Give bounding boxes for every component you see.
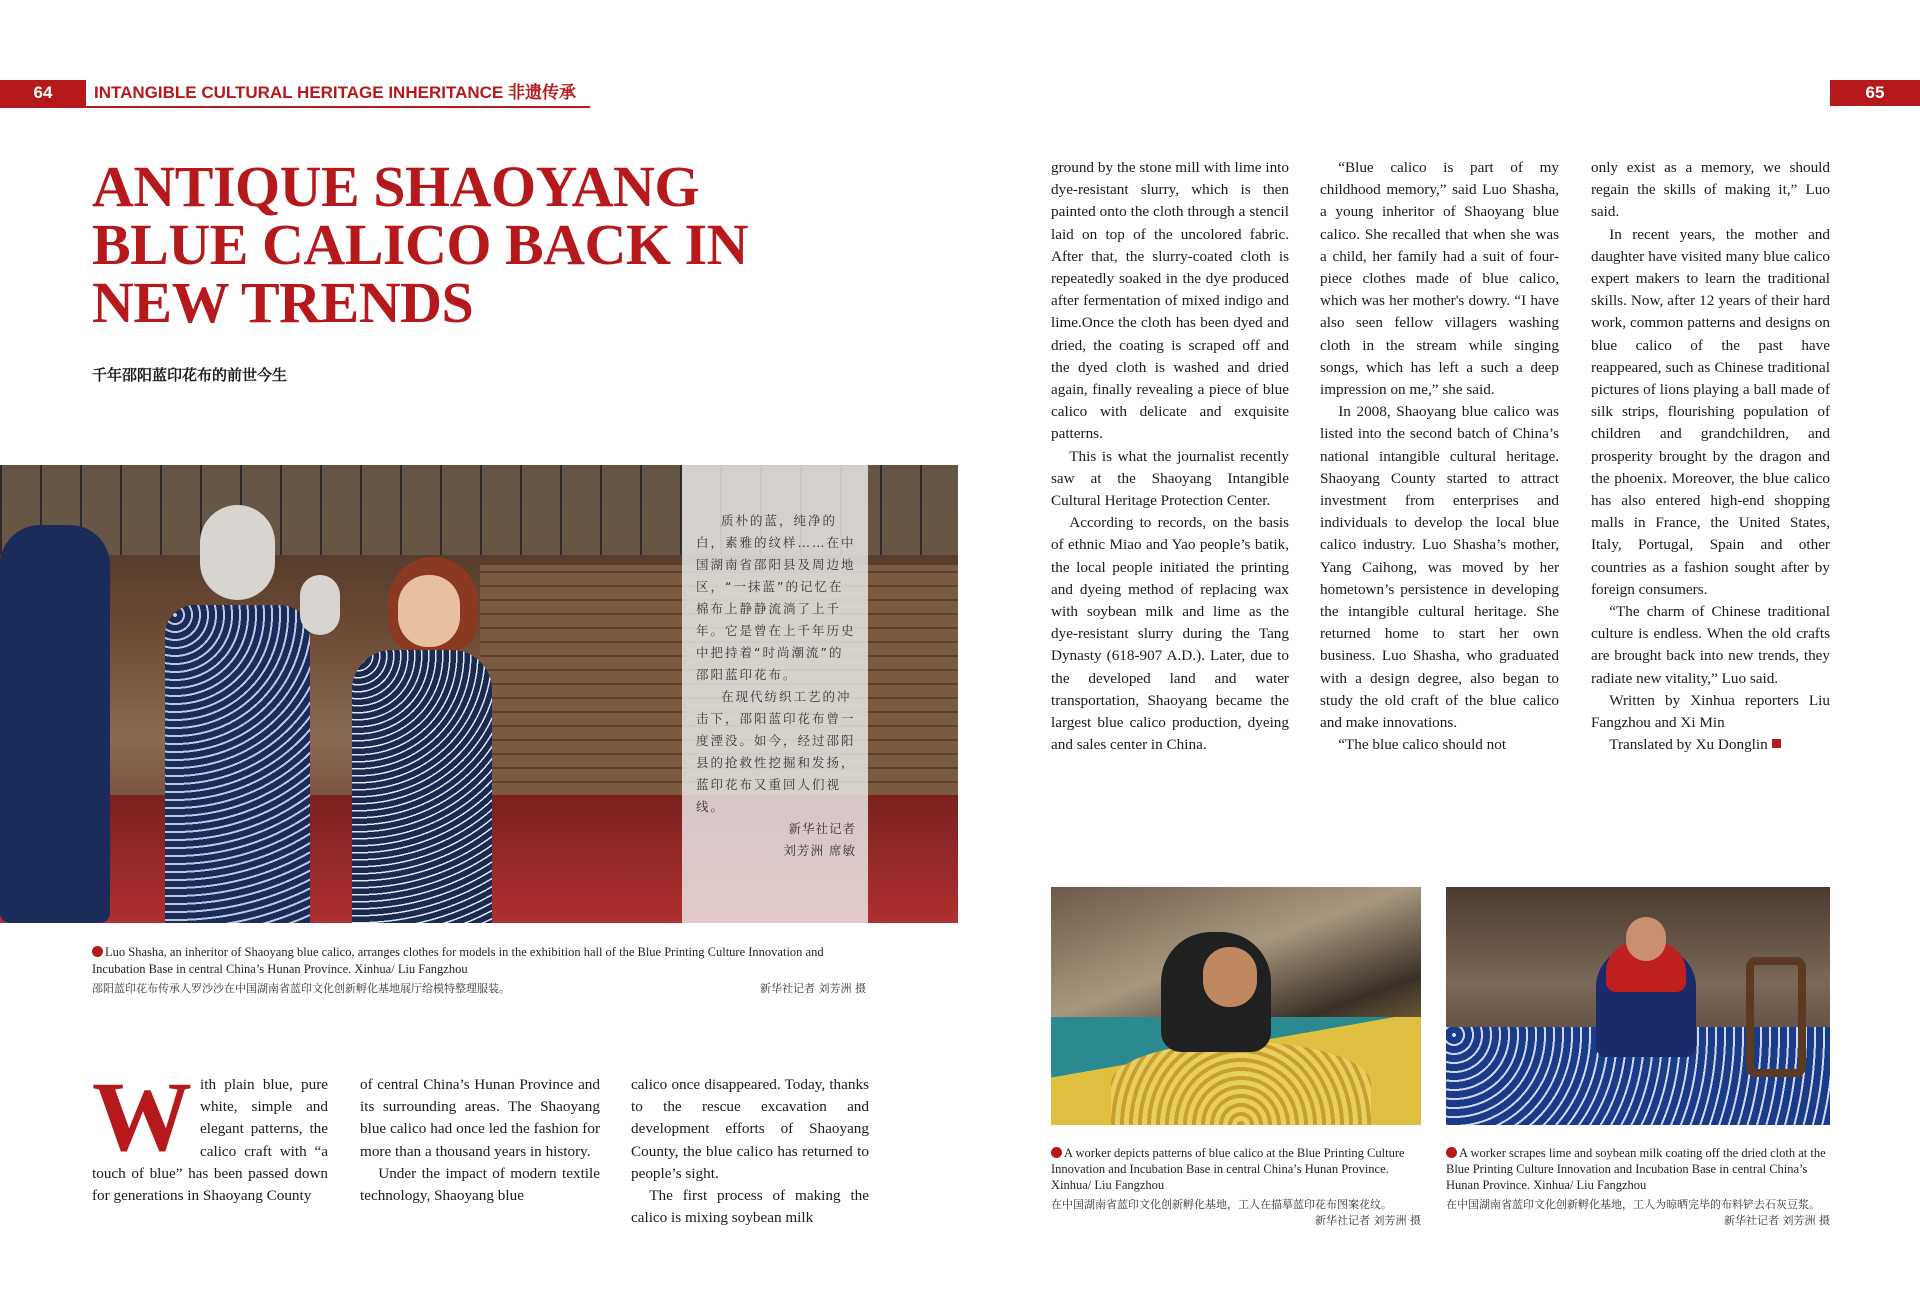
mannequin-head: [200, 505, 275, 600]
author-credit: Written by Xinhua reporters Liu Fangzhou and Xi Min: [1591, 691, 1830, 732]
worker-scraping-photo: [1446, 887, 1830, 1125]
photo2-caption: [1051, 1145, 1421, 1193]
camera-icon: [92, 946, 103, 957]
blue-calico-dress: [165, 605, 310, 923]
woman-dress: [352, 650, 492, 923]
photo2-caption-cn: [1051, 1197, 1421, 1229]
side-text-paragraph: 质朴的蓝，纯净的白，素雅的纹样……在中国湖南省邵阳县及周边地区，“一抹蓝”的记忆在棉布上静静流淌了上千年。它是曾在上千年历史中把持着“时尚潮流”的邵阳蓝印花布。: [696, 513, 856, 682]
right-page-number: 65: [1830, 80, 1920, 106]
body-paragraph: According to records, on the basis of ethnic Miao and Yao people’s batik, the local people initiated the printing and dyeing method of replacing wax with soybean milk and lime as the dye-resistant slurry during the Tang Dynasty (618-907 A.D.). Later, due to the developed land and water transportation, Shaoyang became the largest blue calico production, dyeing and sales center in China.: [1051, 514, 1289, 754]
headline-line-3: NEW TRENDS: [92, 270, 474, 335]
body-paragraph: Under the impact of modern textile technology, Shaoyang blue: [360, 1164, 600, 1205]
headline-line-2: BLUE CALICO BACK IN: [92, 212, 748, 277]
body-column-2: [360, 1074, 600, 1207]
worker-depicting-photo: [1051, 887, 1421, 1125]
body-column-5: [1320, 157, 1559, 756]
side-byline-agency: 新华社记者: [788, 821, 856, 836]
camera-icon: [1051, 1147, 1062, 1158]
side-byline-names: 刘芳洲 席敏: [783, 843, 856, 858]
headline-line-1: ANTIQUE SHAOYANG: [92, 154, 700, 219]
photo-chair: [1746, 957, 1806, 1077]
caption-cn-text: 在中国湖南省蓝印文化创新孵化基地，工人为晾晒完毕的布料铲去石灰豆浆。: [1446, 1198, 1820, 1211]
drop-cap: W: [92, 1061, 192, 1172]
woman-face: [398, 575, 460, 647]
body-paragraph: [92, 1061, 328, 1207]
mannequin-left: [0, 525, 110, 923]
body-paragraph: This is what the journalist recently saw at the Shaoyang Intangible Cultural Heritage Protection Center.: [1051, 447, 1289, 510]
body-paragraph: only exist as a memory, we should regain the skills of making it,” Luo said.: [1591, 159, 1830, 221]
left-page-header: [0, 80, 590, 108]
caption-cn-credit: 新华社记者 刘芳洲 摄: [1315, 1214, 1421, 1227]
camera-icon: [1446, 1147, 1457, 1158]
photo-worker-face: [1626, 917, 1666, 961]
caption-text: Luo Shasha, an inheritor of Shaoyang blue calico, arranges clothes for models in the exhibition hall of the Blue Printing Culture Innovation and Incubation Base in central China’s Hunan Province. Xinhua/ Liu Fangzhou: [92, 945, 824, 976]
caption-cn-credit: 新华社记者 刘芳洲 摄: [760, 982, 866, 995]
chinese-side-text: [696, 510, 856, 862]
body-column-4: [1051, 157, 1289, 756]
body-paragraph: “The charm of Chinese traditional culture is endless. When the old crafts are brought back into new trends, they radiate new vitality,” Luo said.: [1591, 603, 1830, 687]
body-paragraph: In recent years, the mother and daughter have visited many blue calico expert makers to learn the traditional skills. Now, after 12 years of their hard work, common patterns and designs on blue calico of the past have reappeared, such as Chinese traditional pictures of lions playing a ball made of silk strips, flourishing population of children and grandchildren, and prosperity brought by the dragon and the phoenix. Moreover, the blue calico has also entered high-end shopping malls in France, the United States, Italy, Portugal, Spain and other countries as a fashion sought after by foreign consumers.: [1591, 225, 1830, 598]
photo3-caption-cn: [1446, 1197, 1830, 1229]
body-paragraph: “Blue calico is part of my childhood memory,” said Luo Shasha, a young inheritor of Shaoyang blue calico. She recalled that when she was a child, her family had a suit of four-piece clothes made of blue calico, which was her mother's dowry. “I have also seen fellow villagers washing cloth in the stream while singing songs, which has left a such a deep impression on me,” she said.: [1320, 159, 1559, 399]
mannequin-back: [300, 575, 340, 635]
body-paragraph: “The blue calico should not: [1338, 736, 1507, 754]
end-mark-icon: [1772, 739, 1781, 748]
caption-text: A worker depicts patterns of blue calico at the Blue Printing Culture Innovation and Incubation Base in central China’s Hunan Province. Xinhua/ Liu Fangzhou: [1051, 1146, 1405, 1192]
body-paragraph: calico once disappeared. Today, thanks to the rescue excavation and development efforts of Shaoyang County, the blue calico has returned to people’s sight.: [631, 1076, 869, 1182]
caption-text: A worker scrapes lime and soybean milk coating off the dried cloth at the Blue Printing Culture Innovation and Incubation Base in central China’s Hunan Province. Xinhua/ Liu Fangzhou: [1446, 1146, 1826, 1192]
photo3-caption: [1446, 1145, 1830, 1193]
photo-pattern: [1111, 1042, 1371, 1125]
left-page-number: 64: [0, 80, 86, 106]
body-paragraph: ground by the stone mill with lime into dye-resistant slurry, which is then painted onto the cloth through a stencil laid on top of the uncolored fabric. After that, the slurry-coated cloth is repeatedly soaked in the dye produced after fermentation of mixed indigo and lime.Once the cloth has been dyed and dried, the coating is scraped off and the dyed cloth is washed and dried again, finally revealing a piece of blue calico with delicate and exquisite patterns.: [1051, 159, 1289, 443]
body-column-1: [92, 1061, 328, 1207]
photo-worker-face: [1203, 947, 1257, 1007]
translator-credit: [1591, 734, 1830, 756]
caption-cn-text: 在中国湖南省蓝印文化创新孵化基地，工人在描摹蓝印花布图案花纹。: [1051, 1198, 1392, 1211]
translator-text: Translated by Xu Donglin: [1609, 736, 1768, 754]
article-headline: [92, 154, 792, 335]
caption-cn-credit: 新华社记者 刘芳洲 摄: [1724, 1214, 1830, 1227]
main-photo-caption-cn: [92, 980, 872, 996]
caption-cn-text: 邵阳蓝印花布传承人罗沙沙在中国湖南省蓝印文化创新孵化基地展厅给模特整理服装。: [92, 982, 510, 995]
body-column-3: [631, 1074, 869, 1229]
body-paragraph: The first process of making the calico is mixing soybean milk: [631, 1187, 869, 1227]
body-paragraph: In 2008, Shaoyang blue calico was listed into the second batch of China’s national intangible cultural heritage. Shaoyang County started to attract investment from enterprises and individuals to develop the local blue calico industry. Luo Shasha’s mother, Yang Caihong, was moved by her hometown’s persistence in developing the intangible cultural heritage. She returned home to start her own business. Luo Shasha, who graduated with a design degree, also began to study the old craft of the blue calico and make innovations.: [1320, 403, 1559, 732]
main-photo-caption: [92, 944, 872, 978]
body-paragraph: of central China’s Hunan Province and its surrounding areas. The Shaoyang blue calico had once led the fashion for more than a thousand years in history.: [360, 1076, 600, 1160]
paragraph-text: ith plain blue, pure white, simple and elegant patterns, the calico craft with “a touch of blue” has been passed down for generations in Shaoyang County: [92, 1076, 328, 1205]
chinese-subhead: 千年邵阳蓝印花布的前世今生: [92, 366, 288, 384]
section-title: INTANGIBLE CULTURAL HERITAGE INHERITANCE 非遗传承: [94, 83, 576, 102]
body-column-6: [1591, 157, 1830, 756]
side-text-paragraph: 在现代纺织工艺的冲击下，邵阳蓝印花布曾一度湮没。如今，经过邵阳县的抢救性挖掘和发扬，蓝印花布又重回人们视线。: [696, 689, 856, 814]
